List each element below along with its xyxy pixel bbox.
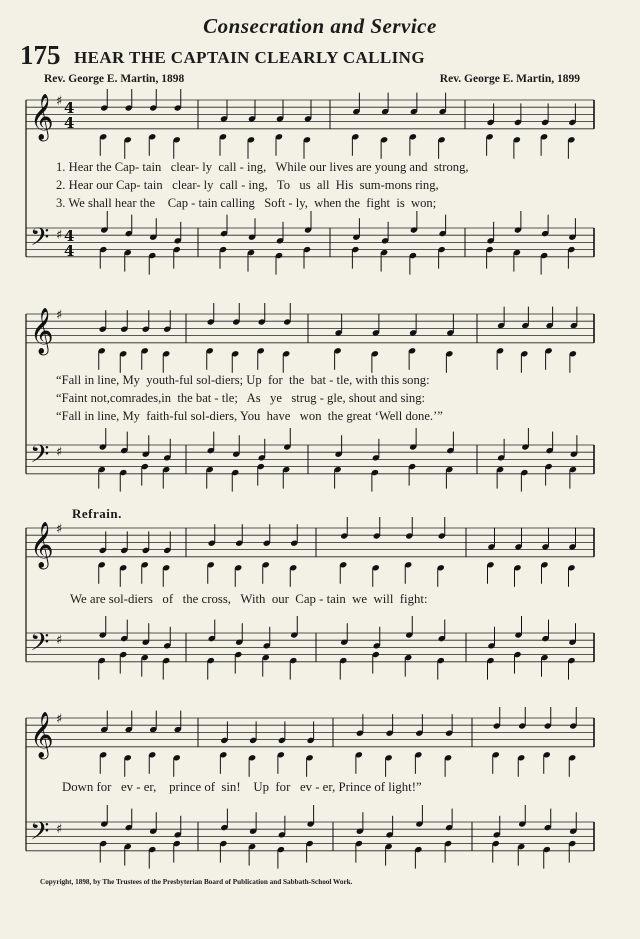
- key-sharp-icon: ♯: [56, 712, 63, 727]
- key-sharp-icon: ♯: [56, 822, 63, 838]
- hymn-number: 175: [20, 40, 61, 70]
- bass-clef-icon: 𝄢: [30, 628, 50, 663]
- key-sharp-icon: ♯: [56, 308, 63, 323]
- key-sharp-icon: ♯: [56, 228, 63, 244]
- time-signature: 4: [64, 242, 75, 260]
- copyright-notice: Copyright, 1898, by The Trustees of the Presbyterian Board of Publication and Sabbath-School Work.: [40, 878, 353, 886]
- refrain-lyric-line-2: Down for ev - er, prince of sin! Up for ev - er, Prince of light!”: [62, 780, 422, 794]
- time-signature: 4: [64, 114, 75, 132]
- treble-clef-icon: 𝄞: [30, 308, 54, 354]
- lyric-verse-1-line-2: “Fall in line, My youth-ful sol-diers; Up for the bat - tle, with this song:: [56, 373, 430, 387]
- key-sharp-icon: ♯: [56, 633, 63, 649]
- refrain-label: Refrain.: [72, 506, 122, 521]
- music-credit: Rev. George E. Martin, 1899: [439, 73, 580, 85]
- refrain-lyric-line-1: We are sol-diers of the cross, With our Cap - tain we will fight:: [70, 592, 428, 606]
- bass-clef-icon: 𝄢: [30, 817, 50, 852]
- key-sharp-icon: ♯: [56, 445, 63, 461]
- key-sharp-icon: ♯: [56, 522, 63, 537]
- bass-clef-icon: 𝄢: [30, 223, 50, 258]
- treble-clef-icon: 𝄞: [30, 522, 54, 568]
- treble-clef-icon: 𝄞: [30, 94, 54, 140]
- time-signature: 4: [64, 99, 75, 117]
- lyric-verse-3-line-1: 3. We shall hear the Cap - tain calling Soft - ly, when the fight is won;: [56, 196, 437, 210]
- lyric-verse-1-line-1: 1. Hear the Cap- tain clear- ly call - ing, While our lives are young and strong,: [56, 160, 469, 174]
- lyric-verse-3-line-2: “Fall in line, My faith-ful sol-diers, You have won the great ‘Well done.’”: [56, 409, 443, 423]
- section-heading: Consecration and Service: [203, 14, 437, 38]
- lyric-verse-2-line-2: “Faint not,comrades,in the bat - tle; As ye strug - gle, shout and sing:: [56, 391, 426, 405]
- words-credit: Rev. George E. Martin, 1898: [44, 73, 185, 85]
- time-signature: 4: [64, 227, 75, 245]
- bass-clef-icon: 𝄢: [30, 440, 50, 475]
- lyric-verse-2-line-1: 2. Hear our Cap- tain clear- ly call - ing, To us all His sum-mons ring,: [56, 178, 439, 192]
- key-sharp-icon: ♯: [56, 94, 63, 109]
- treble-clef-icon: 𝄞: [30, 712, 54, 758]
- hymn-title: HEAR THE CAPTAIN CLEARLY CALLING: [74, 48, 425, 67]
